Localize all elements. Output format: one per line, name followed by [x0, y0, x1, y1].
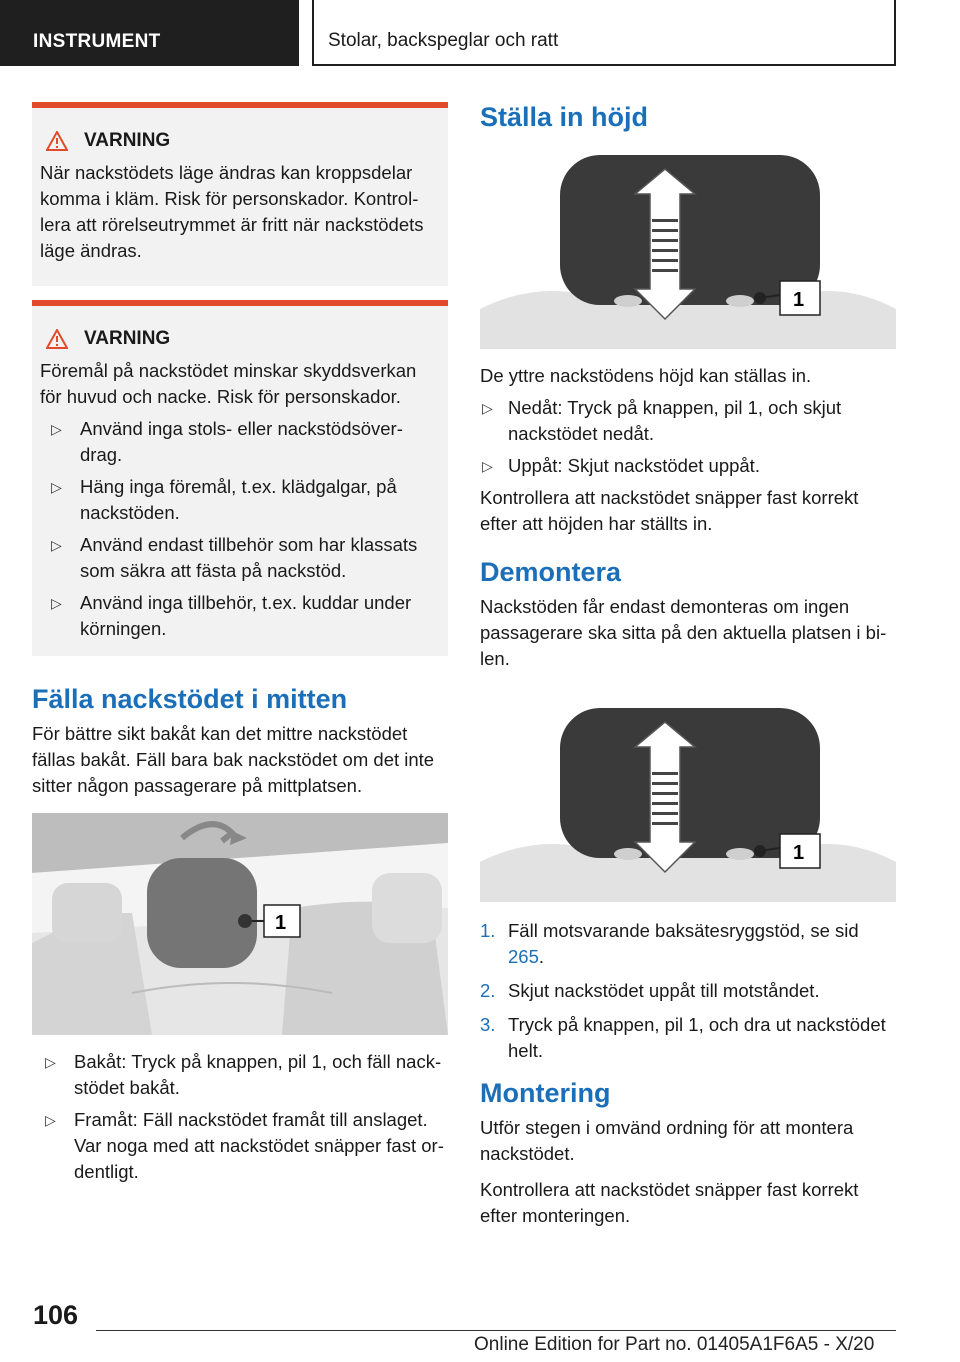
warning-box-1 — [32, 102, 448, 286]
warning-triangle-icon — [46, 131, 68, 151]
warning-title: VARNING — [38, 130, 436, 152]
warning-title: VARNING — [38, 328, 436, 350]
headrest-remove-figure — [480, 702, 896, 902]
right-column — [480, 100, 896, 1239]
footer-divider — [96, 1330, 896, 1331]
list-item: 3. Tryck på knappen, pil 1, och dra ut nackstödet helt. — [480, 1014, 886, 1061]
triangle-bullet-icon: ▷ — [51, 421, 62, 437]
triangle-bullet-icon: ▷ — [45, 1112, 56, 1128]
heading-fold: Fälla nackstödet i mitten — [32, 684, 348, 714]
figure-callout: 1 — [793, 842, 805, 864]
fold-text: För bättre sikt bakåt kan det mittre nackstödet fällas bakåt. Fäll bara bak nackstödet om det inte sitter någon passagerare på mittplatsen. — [32, 723, 435, 796]
warning-box-2 — [32, 300, 448, 656]
warning-text: När nackstödets läge ändras kan kroppsdelar komma i kläm. Risk för personskador. Kontrollera att rörelseutrymmet är fritt när nackstödets läge ändras. — [40, 162, 424, 261]
list-item: ▷ Bakåt: Tryck på knappen, pil 1, och fäll nackstödet bakåt. — [45, 1051, 442, 1098]
header-title: Stolar, backspeglar och ratt — [312, 0, 896, 66]
triangle-bullet-icon: ▷ — [45, 1054, 56, 1070]
warning-triangle-icon — [46, 329, 68, 349]
heading-mount: Montering — [480, 1078, 611, 1108]
height-list — [480, 395, 896, 479]
list-item: ▷ Framåt: Fäll nackstödet framåt till anslaget. Var noga med att nackstödet snäpper fast ordentligt. — [45, 1109, 444, 1182]
mount-text-2: Kontrollera att nackstödet snäpper fast korrekt efter monteringen. — [480, 1179, 859, 1226]
list-item: ▷ Använd inga tillbehör, t.ex. kuddar under körningen. — [51, 592, 412, 639]
headrest-height-figure — [480, 149, 896, 349]
rear-seat-headrest-figure — [32, 813, 448, 1035]
figure-callout: 1 — [793, 289, 805, 311]
list-item: ▷ Använd endast tillbehör som har klassats som säkra att fästa på nackstöd. — [51, 534, 418, 581]
warning-list — [38, 416, 436, 642]
list-item: ▷ Uppåt: Skjut nackstödet uppåt. — [480, 453, 896, 479]
remove-steps — [480, 918, 896, 1064]
heading-remove: Demontera — [480, 557, 622, 587]
triangle-bullet-icon: ▷ — [51, 479, 62, 495]
left-column — [32, 102, 448, 1191]
list-item: 2. Skjut nackstödet uppåt till motståndet. — [480, 980, 820, 1001]
header-section: INSTRUMENT — [0, 0, 299, 66]
height-after-text: Kontrollera att nackstödet snäpper fast korrekt efter att höjden har ställts in. — [480, 487, 859, 534]
triangle-bullet-icon: ▷ — [482, 458, 493, 474]
list-item: 1. Fäll motsvarande baksätesryggstöd, se sid 265. — [480, 920, 859, 967]
triangle-bullet-icon: ▷ — [51, 537, 62, 553]
page-link[interactable]: 265 — [508, 946, 539, 967]
fold-list — [32, 1049, 448, 1185]
list-item: ▷ Nedåt: Tryck på knappen, pil 1, och skjut nackstödet nedåt. — [482, 397, 842, 444]
heading-height: Ställa in höjd — [480, 102, 649, 132]
height-text: De yttre nackstödens höjd kan ställas in. — [480, 365, 812, 386]
triangle-bullet-icon: ▷ — [51, 595, 62, 611]
list-item: ▷ Använd inga stols- eller nackstödsöverdrag. — [51, 418, 403, 465]
footer-edition: Online Edition for Part no. 01405A1F6A5 - X/20 — [474, 1334, 875, 1355]
page-number: 106 — [33, 1300, 79, 1330]
warning-text: Föremål på nackstödet minskar skyddsverkan för huvud och nacke. Risk för personskador. — [40, 360, 417, 407]
triangle-bullet-icon: ▷ — [482, 400, 493, 416]
figure-callout: 1 — [275, 912, 287, 934]
list-item: ▷ Häng inga föremål, t.ex. klädgalgar, på nackstöden. — [51, 476, 397, 523]
remove-text: Nackstöden får endast demonteras om ingen passagerare ska sitta på den aktuella platsen i bilen. — [480, 596, 887, 669]
mount-text-1: Utför stegen i omvänd ordning för att montera nackstödet. — [480, 1117, 854, 1164]
